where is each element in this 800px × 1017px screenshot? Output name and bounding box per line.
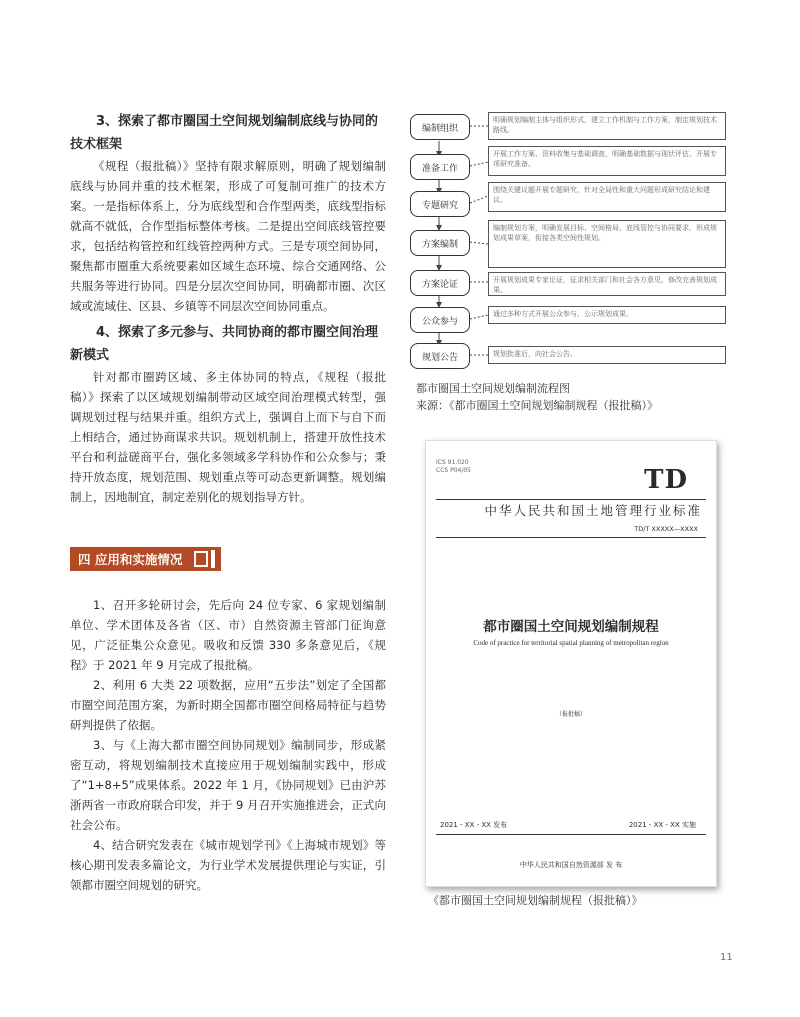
page-number: 11 [720,952,733,963]
section-bar-icon [211,550,215,568]
flow-step-6: 公众参与 [410,307,470,333]
flow-desc-7: 规划批准后，向社会公告。 [488,346,726,364]
cover-td-logo: TD [644,465,688,495]
flow-step-7: 规划公告 [410,343,470,369]
cover-implement-date: 2021 - XX - XX 实施 [628,821,696,829]
cover-ccs: CCS P04/05 [436,467,472,474]
paragraph-4: 针对都市圈跨区域、多主体协同的特点，《规程（报批稿）》探索了以区域规划编制带动区域空间治理模式转型，强调规划过程与结果并重。组织方式上，强调自上而下与自下而上相结合，通过协商谋求共识。规划机制上，搭建开放性技术平台和利益磋商平台，强化多领域多学科协作和公众参与；秉持开放态度，规划范围、规划重点等可动态更新调整。规划编制上，因地制宜，制定差别化的规划指导方针。 [70,370,386,504]
flow-step-4: 方案编制 [410,230,470,256]
left-column [70,110,386,895]
flowchart-caption-title: 都市圈国土空间规划编制流程图 [416,382,570,395]
flow-step-2: 准备工作 [410,154,470,180]
section-decoration-icon [194,551,208,567]
heading-3: 3、探索了都市圈国土空间规划编制底线与协同的技术框架 [70,114,379,152]
flow-step-3: 专题研究 [410,191,470,217]
flow-desc-3: 围绕关键议题开展专题研究，针对全局性和重大问题形成研究结论和建议。 [488,182,726,212]
cover-rule [436,537,706,538]
cover-english-title: Code of practice for territorial spatial planning of metropolitan region [473,639,669,647]
flowchart-caption [416,380,658,414]
flow-desc-4: 编制规划方案，明确发展目标、空间格局、底线管控与协同要求，形成规划成果草案，衔接各类空间性规划。 [488,220,726,268]
flow-desc-6: 通过多种方式开展公众参与，公示规划成果。 [488,306,726,324]
flowchart-caption-source: 来源：《都市圈国土空间规划编制规程（报批稿）》 [416,399,658,412]
section-header [70,547,221,571]
standard-cover [425,440,717,887]
cover-standard-number: TD/T XXXXX—XXXX [634,525,698,533]
flow-step-5: 方案论证 [410,270,470,296]
list-item: 3、与《上海大都市圈空间协同规划》编制同步，形成紧密互动，将规划编制技术直接应用于规划编制实践中，形成了“1+8+5”成果体系。2022 年 1 月，《协同规划》已由沪苏浙两省一市政府联合印发，并于 9 月召开实施推进会，正式向社会公布。 [70,738,386,832]
cover-ics: ICS 91.020 [436,459,469,466]
cover-rule [436,499,706,500]
heading-4: 4、探索了多元参与、共同协商的都市圈空间治理新模式 [70,325,379,363]
cover-release-date: 2021 - XX - XX 发布 [440,821,508,829]
flow-desc-1: 明确规划编制主体与组织形式，建立工作机制与工作方案，制定规划技术路线。 [488,112,726,140]
flow-step-1: 编制组织 [410,114,470,140]
cover-draft-label: （报批稿） [555,711,586,718]
cover-publisher: 中华人民共和国自然资源部 发 布 [519,861,623,869]
list-item: 4、结合研究发表在《城市规划学刊》《上海城市规划》等核心期刊发表多篇论文，为行业学术发展提供理论与实证，引领都市圈空间规划的研究。 [70,838,386,892]
cover-standard-name: 中华人民共和国土地管理行业标准 [484,503,702,518]
flow-desc-5: 开展规划成果专家论证，征求相关部门和社会各方意见，修改完善规划成果。 [488,272,726,296]
cover-ics-codes [436,459,471,475]
paragraph-3: 《规程（报批稿）》坚持有限求解原则，明确了规划编制底线与协同并重的技术框架，形成了可复制可推广的技术方案。一是指标体系上，分为底线型和合作型两类，底线型指标就高不就低，合作型指标整体考核。二是提出空间底线管控要求，包括结构管控和红线管控两种方式。三是专项空间协同，聚焦都市圈重大系统要素如区域生态环境、综合交通网络、公共服务等进行协同。四是分层次空间协同，明确都市圈、次区域或流域住、区县、乡镇等不同层次空间协同重点。 [70,159,386,313]
flow-desc-2: 开展工作方案、资料收集与基础调查，明确基础数据与现状评估，开展专项研究准备。 [488,146,726,176]
cover-title: 都市圈国土空间规划编制规程 [483,619,659,635]
list-item: 2、利用 6 大类 22 项数据，应用“五步法”划定了全国都市圈空间范围方案，为新时期全国都市圈空间格局特征与趋势研判提供了依据。 [70,678,386,732]
list-item: 1、召开多轮研讨会，先后向 24 位专家、6 家规划编制单位、学术团体及各省（区、市）自然资源主管部门征询意见，广泛征集公众意见。吸收和反馈 330 多条意见后，《规程》于 2021 年 9 月完成了报批稿。 [70,598,386,672]
flowchart [408,110,728,375]
cover-rule [436,834,706,835]
section-title: 四 应用和实施情况 [78,552,183,567]
cover-caption: 《都市圈国土空间规划编制规程（报批稿）》 [428,894,643,907]
